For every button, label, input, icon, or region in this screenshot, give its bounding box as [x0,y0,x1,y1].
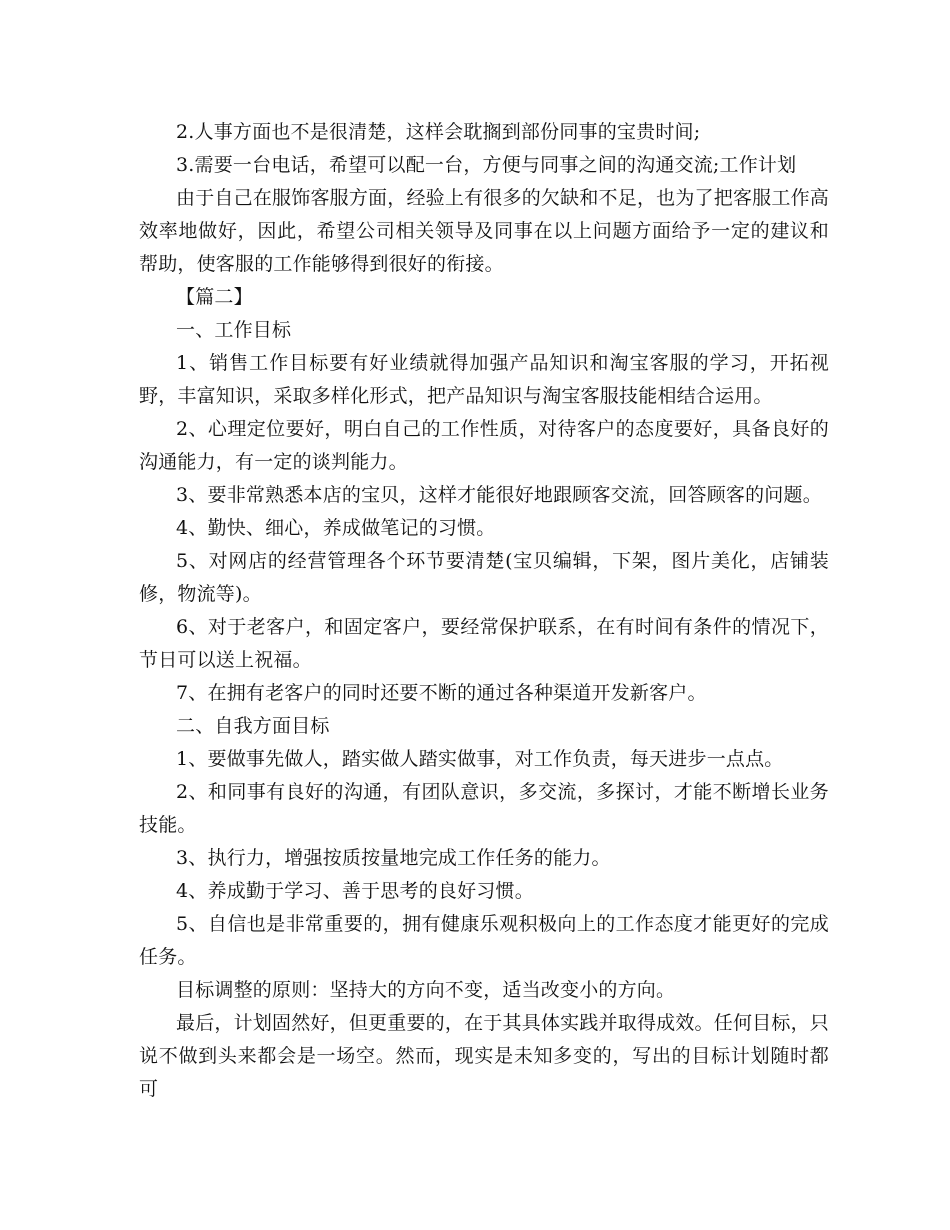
paragraph: 1、要做事先做人，踏实做人踏实做事，对工作负责，每天进步一点点。 [176,748,784,770]
paragraph: 最后，计划固然好，但更重要的，在于其具体实践并取得成效。任何目标，只说不做到头来都会是一场空。然而，现实是未知多变的，写出的目标计划随时都可 [139,1012,829,1100]
section-heading: 【篇二】 [176,286,253,308]
paragraph: 4、养成勤于学习、善于思考的良好习惯。 [176,880,534,902]
paragraph: 3、执行力，增强按质按量地完成工作任务的能力。 [176,847,611,869]
subsection-heading: 二、自我方面目标 [176,715,330,737]
paragraph: 2、和同事有良好的沟通，有团队意识，多交流，多探讨，才能不断增长业务技能。 [139,781,829,836]
paragraph: 3、要非常熟悉本店的宝贝，这样才能很好地跟顾客交流，回答顾客的问题。 [176,484,822,506]
paragraph: 由于自己在服饰客服方面，经验上有很多的欠缺和不足，也为了把客服工作高效率地做好，因此，希望公司相关领导及同事在以上问题方面给予一定的建议和帮助，使客服的工作能够得到很好的衔接。 [139,187,829,275]
paragraph: 5、自信也是非常重要的，拥有健康乐观积极向上的工作态度才能更好的完成任务。 [139,913,829,968]
paragraph: 7、在拥有老客户的同时还要不断的通过各种渠道开发新客户。 [176,682,707,704]
paragraph: 目标调整的原则：坚持大的方向不变，适当改变小的方向。 [176,979,676,1001]
subsection-heading: 一、工作目标 [176,319,292,341]
paragraph: 3.需要一台电话，希望可以配一台，方便与同事之间的沟通交流;工作计划 [176,154,797,176]
paragraph: 4、勤快、细心，养成做笔记的习惯。 [176,517,496,539]
paragraph: 6、对于老客户，和固定客户，要经常保护联系，在有时间有条件的情况下，节日可以送上祝福。 [139,616,829,671]
document-body [139,116,829,1106]
paragraph: 2、心理定位要好，明白自己的工作性质，对待客户的态度要好，具备良好的沟通能力，有一定的谈判能力。 [139,418,829,473]
paragraph: 1、销售工作目标要有好业绩就得加强产品知识和淘宝客服的学习，开拓视野，丰富知识，采取多样化形式，把产品知识与淘宝客服技能相结合运用。 [139,352,829,407]
paragraph: 2.人事方面也不是很清楚，这样会耽搁到部份同事的宝贵时间; [176,121,701,143]
paragraph: 5、对网店的经营管理各个环节要清楚(宝贝编辑，下架，图片美化，店铺装修，物流等)。 [139,550,829,605]
